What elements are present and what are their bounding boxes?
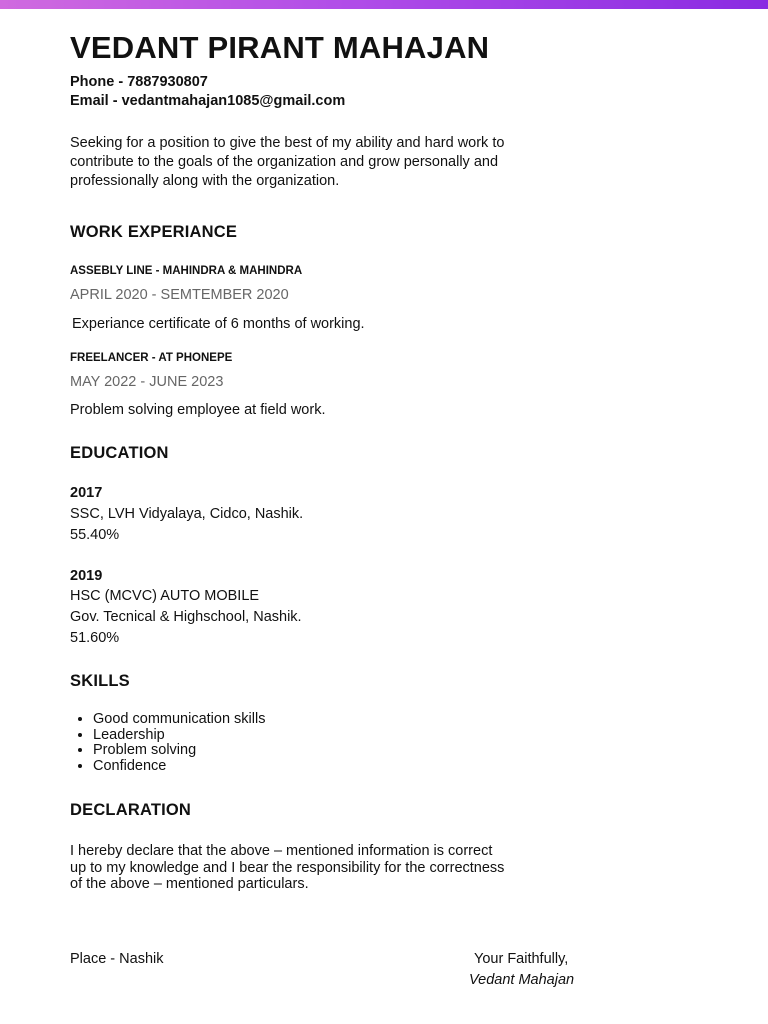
closing-line: Your Faithfully, — [474, 951, 569, 967]
skill-item: • Good communication skills — [93, 712, 265, 728]
skill-item: • Problem solving — [93, 743, 265, 759]
education-heading: EDUCATION — [70, 444, 169, 462]
signer-name: Vedant Mahajan — [469, 972, 575, 988]
education-score: 55.40% — [70, 527, 120, 543]
place-line: Place - Nashik — [70, 951, 164, 967]
education-score: 51.60% — [70, 630, 120, 646]
skills-list — [70, 712, 265, 775]
education-year: 2017 — [70, 485, 103, 501]
job-title: ASSEBLY LINE - MAHINDRA & MAHINDRA — [70, 265, 303, 277]
objective-text: Seeking for a position to give the best of my ability and hard work to contribute to the goals of the organization and grow personally and professionally along with the organization. — [70, 135, 505, 189]
candidate-name: VEDANT PIRANT MAHAJAN — [70, 30, 490, 65]
work-experience-heading: WORK EXPERIANCE — [70, 223, 238, 241]
job-title: FREELANCER - AT PHONEPE — [70, 352, 233, 364]
job-dates: MAY 2022 - JUNE 2023 — [70, 374, 224, 390]
education-detail: SSC, LVH Vidyalaya, Cidco, Nashik. — [70, 506, 304, 522]
education-institution: Gov. Tecnical & Highschool, Nashik. — [70, 609, 302, 625]
declaration-heading: DECLARATION — [70, 801, 192, 819]
declaration-text: I hereby declare that the above – mentioned information is correct up to my knowledge and I bear the responsibility for the correctness of the above – mentioned particulars. — [70, 843, 505, 892]
skills-heading: SKILLS — [70, 672, 130, 690]
skill-item: • Confidence — [93, 759, 265, 775]
email-line: Email - vedantmahajan1085@gmail.com — [70, 93, 346, 109]
education-year: 2019 — [70, 568, 103, 584]
skill-item: • Leadership — [93, 728, 265, 744]
job-description: Problem solving employee at field work. — [70, 402, 326, 418]
job-description: Experiance certificate of 6 months of working. — [72, 316, 365, 332]
phone-line: Phone - 7887930807 — [70, 74, 208, 90]
accent-top-bar — [0, 0, 768, 9]
job-dates: APRIL 2020 - SEMTEMBER 2020 — [70, 287, 289, 303]
education-detail: HSC (MCVC) AUTO MOBILE — [70, 588, 260, 604]
